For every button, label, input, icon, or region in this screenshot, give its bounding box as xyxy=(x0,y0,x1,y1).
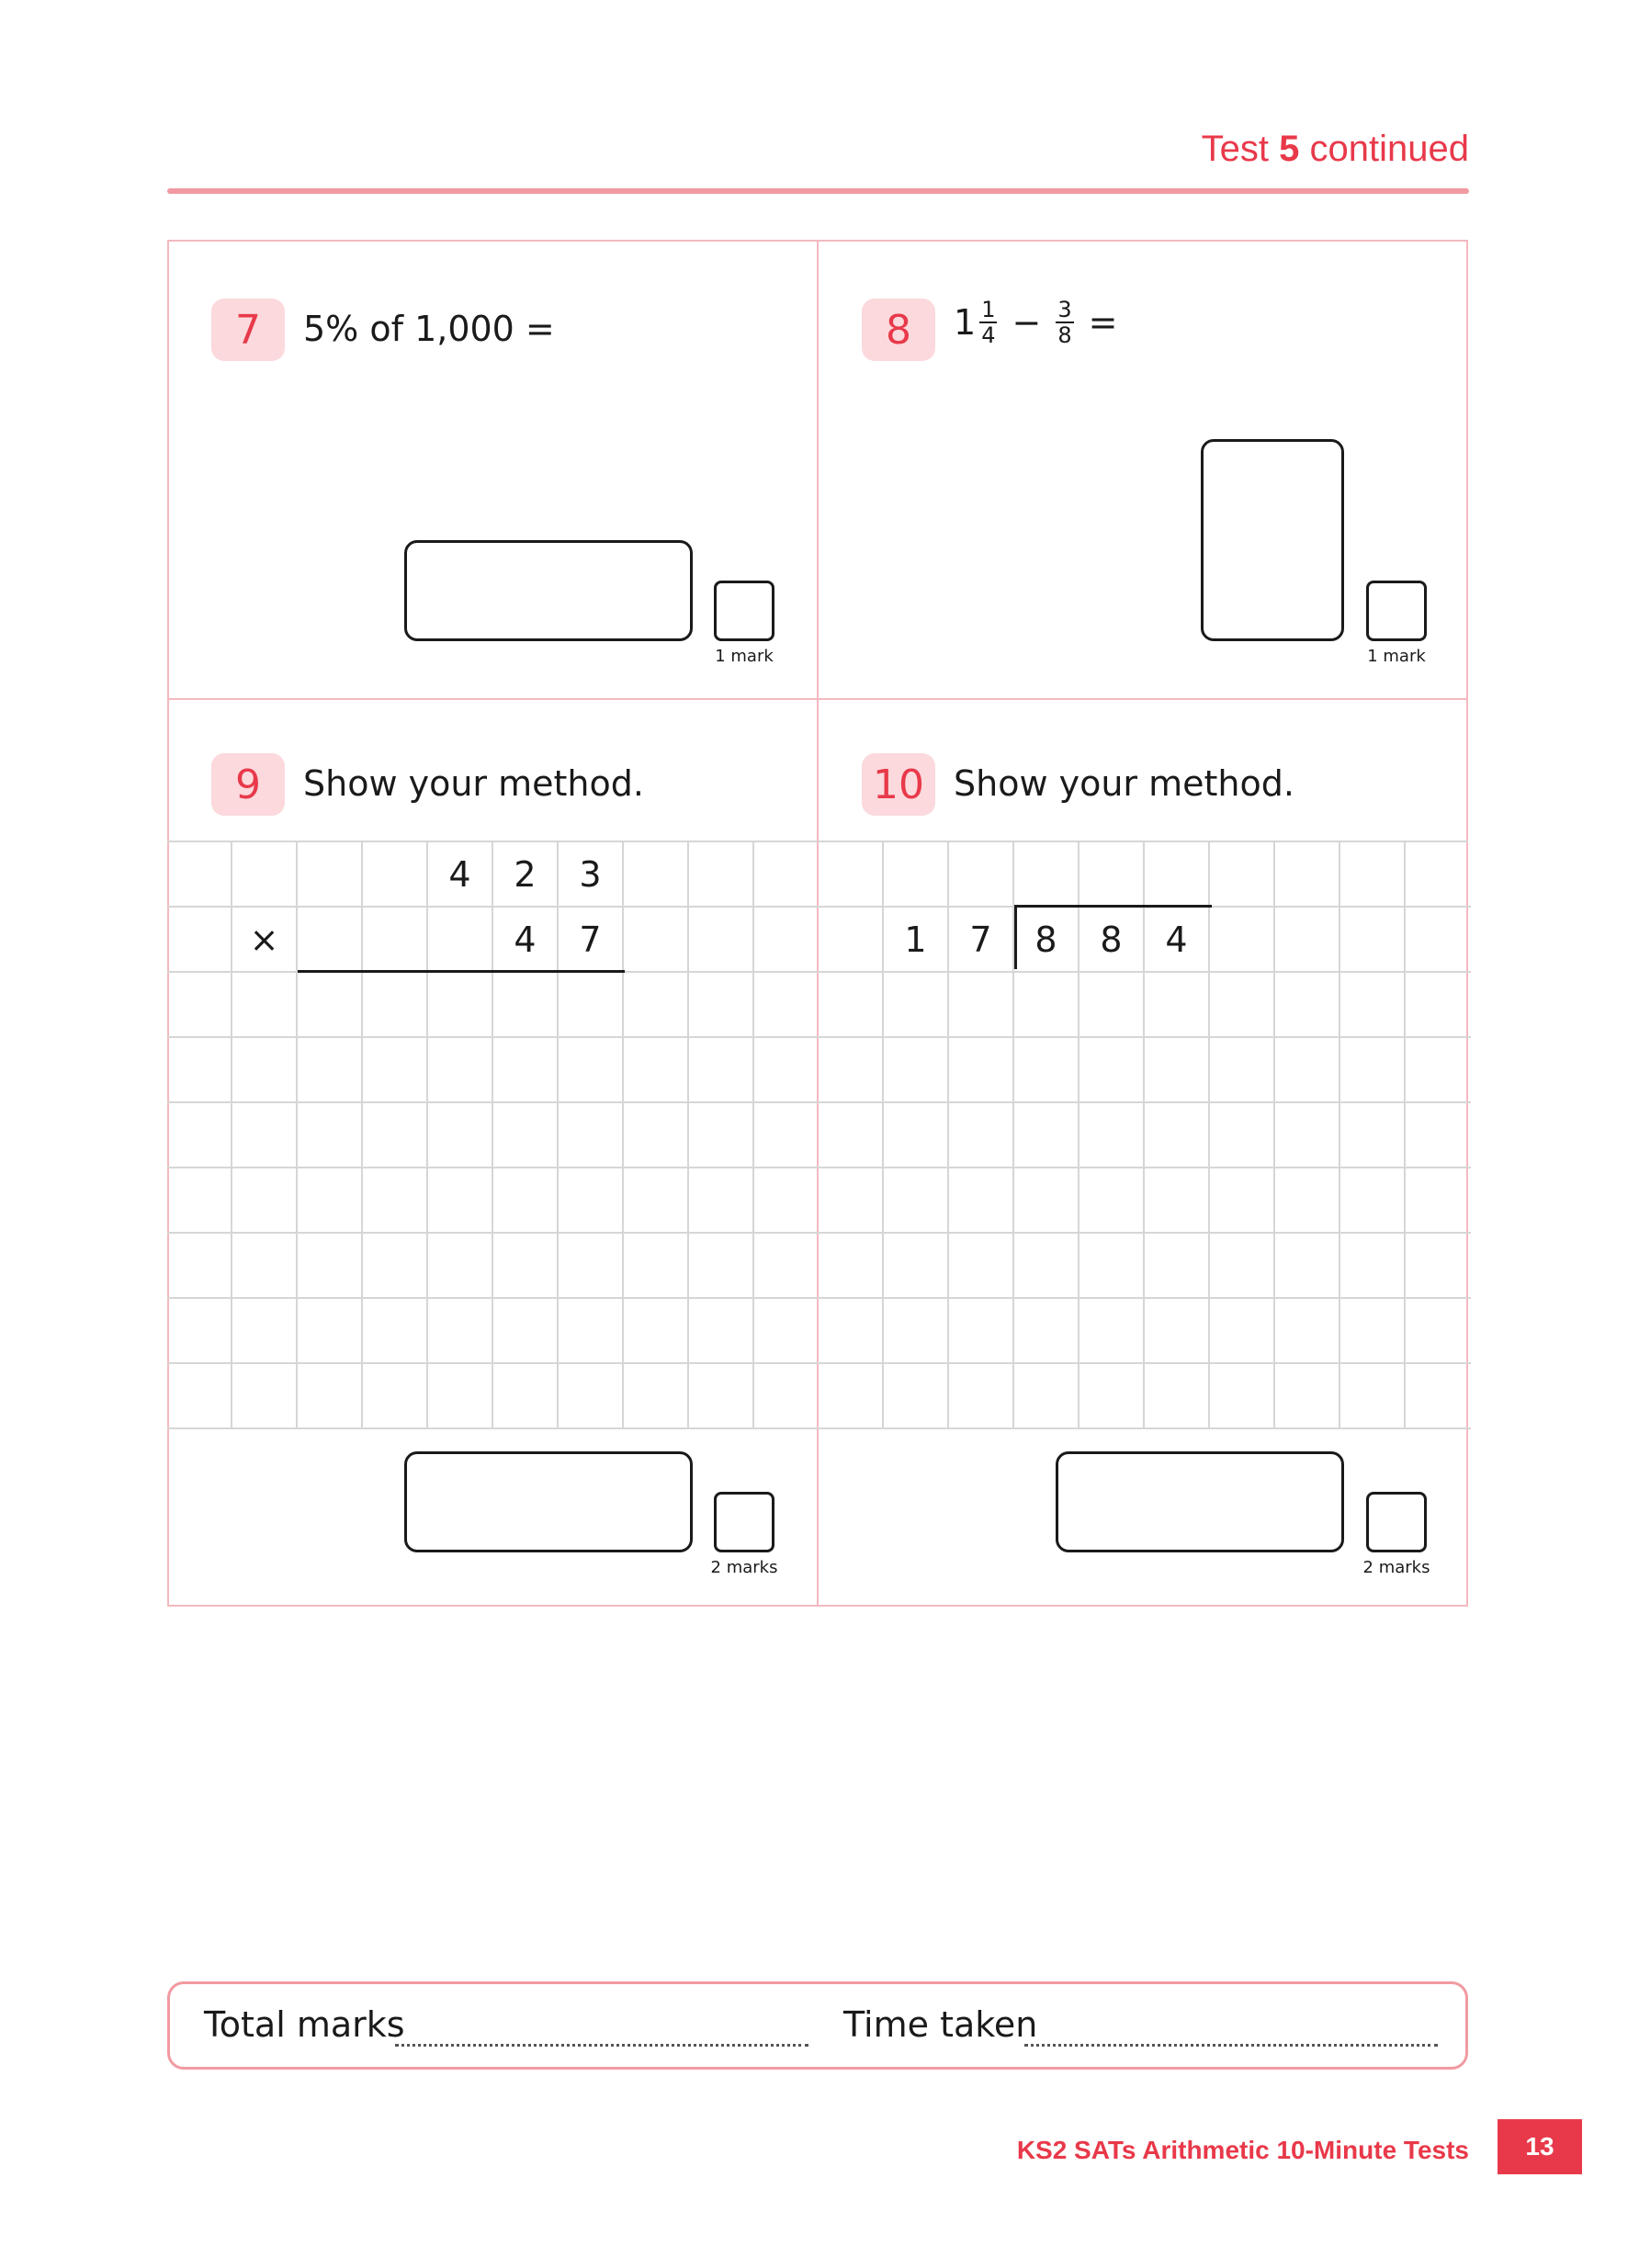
grid-cell[interactable] xyxy=(689,908,754,973)
grid-cell[interactable] xyxy=(298,1038,363,1103)
grid-cell[interactable] xyxy=(819,1299,884,1364)
grid-cell[interactable] xyxy=(754,1364,820,1429)
question-10-number: 10 xyxy=(873,761,924,808)
grid-cell[interactable] xyxy=(754,1234,820,1299)
grid-cell[interactable] xyxy=(624,1299,689,1364)
q10-division-bracket-side xyxy=(1014,905,1017,969)
grid-cell[interactable] xyxy=(1014,1038,1079,1103)
grid-cell[interactable] xyxy=(1275,1299,1340,1364)
question-8-mark-box xyxy=(1366,581,1427,641)
grid-cell[interactable] xyxy=(1210,1103,1275,1168)
fraction-2-numerator: 3 xyxy=(1057,297,1072,322)
grid-cell[interactable] xyxy=(1275,1234,1340,1299)
grid-cell[interactable] xyxy=(363,1299,428,1364)
grid-cell[interactable] xyxy=(298,1299,363,1364)
grid-cell[interactable] xyxy=(232,1168,298,1234)
header-prefix: Test xyxy=(1201,129,1270,169)
grid-cell[interactable] xyxy=(949,973,1014,1038)
grid-cell[interactable] xyxy=(1079,1168,1145,1234)
grid-cell[interactable] xyxy=(493,973,559,1038)
grid-cell[interactable] xyxy=(884,1299,949,1364)
grid-cell[interactable] xyxy=(298,1168,363,1234)
grid-cell[interactable]: 7 xyxy=(559,908,624,973)
grid-cell[interactable] xyxy=(1079,1234,1145,1299)
grid-cell[interactable] xyxy=(689,1364,754,1429)
grid-cell[interactable]: 8 xyxy=(1079,908,1145,973)
grid-cell[interactable] xyxy=(298,973,363,1038)
grid-cell[interactable] xyxy=(689,1103,754,1168)
grid-cell[interactable] xyxy=(1406,842,1471,908)
grid-cell[interactable] xyxy=(1014,1168,1079,1234)
question-9-text: Show your method. xyxy=(303,763,644,804)
grid-cell[interactable] xyxy=(298,1103,363,1168)
grid-cell[interactable] xyxy=(1145,1038,1210,1103)
grid-cell[interactable] xyxy=(428,1038,493,1103)
grid-cell[interactable] xyxy=(559,1364,624,1429)
grid-cell[interactable]: 1 xyxy=(884,908,949,973)
grid-cell[interactable] xyxy=(232,1234,298,1299)
grid-cell[interactable] xyxy=(624,973,689,1038)
grid-cell[interactable] xyxy=(1275,1103,1340,1168)
grid-cell[interactable] xyxy=(559,1103,624,1168)
grid-cell[interactable] xyxy=(1275,1168,1340,1234)
grid-cell[interactable] xyxy=(949,1103,1014,1168)
question-9-marks-label: 2 marks xyxy=(710,1558,778,1577)
question-number-badge xyxy=(862,753,935,816)
grid-cell[interactable] xyxy=(1210,1168,1275,1234)
grid-cell[interactable] xyxy=(363,1103,428,1168)
grid-cell[interactable] xyxy=(819,908,884,973)
grid-cell[interactable] xyxy=(1145,842,1210,908)
grid-cell[interactable] xyxy=(884,1168,949,1234)
grid-cell[interactable] xyxy=(754,973,820,1038)
question-10-working-grid[interactable] xyxy=(819,842,1471,1429)
grid-cell[interactable] xyxy=(949,1234,1014,1299)
grid-cell[interactable] xyxy=(1340,1234,1406,1299)
grid-cell[interactable] xyxy=(493,1364,559,1429)
grid-cell[interactable] xyxy=(1145,1299,1210,1364)
grid-cell[interactable] xyxy=(1079,973,1145,1038)
grid-cell[interactable] xyxy=(884,1234,949,1299)
grid-cell[interactable] xyxy=(884,1364,949,1429)
header-test-number: 5 xyxy=(1279,129,1300,169)
grid-cell[interactable] xyxy=(232,1364,298,1429)
grid-cell[interactable] xyxy=(298,842,363,908)
grid-cell[interactable] xyxy=(559,1234,624,1299)
grid-cell[interactable] xyxy=(1079,1038,1145,1103)
grid-cell[interactable]: 8 xyxy=(1014,908,1079,973)
grid-cell[interactable] xyxy=(1340,1299,1406,1364)
grid-cell[interactable] xyxy=(1406,1299,1471,1364)
grid-cell[interactable] xyxy=(363,973,428,1038)
question-9-working-grid[interactable] xyxy=(167,842,820,1429)
question-number-badge xyxy=(862,299,935,361)
grid-cell[interactable] xyxy=(363,1234,428,1299)
time-taken-label: Time taken xyxy=(843,2004,1038,2045)
grid-cell[interactable] xyxy=(1275,1364,1340,1429)
question-8-expression xyxy=(954,298,1117,347)
grid-cell[interactable] xyxy=(1079,1299,1145,1364)
grid-cell[interactable] xyxy=(167,1364,232,1429)
grid-cell[interactable] xyxy=(819,1038,884,1103)
grid-cell[interactable] xyxy=(1079,1364,1145,1429)
grid-cell[interactable] xyxy=(949,842,1014,908)
question-8-number: 8 xyxy=(886,306,911,354)
grid-cell[interactable] xyxy=(1275,973,1340,1038)
q9-multiplication-underline xyxy=(298,970,625,973)
grid-cell[interactable] xyxy=(167,973,232,1038)
grid-cell[interactable] xyxy=(1406,1364,1471,1429)
grid-cell[interactable] xyxy=(167,908,232,973)
question-7-text: 5% of 1,000 = xyxy=(303,309,555,349)
grid-cell[interactable] xyxy=(428,1168,493,1234)
grid-cell[interactable] xyxy=(819,842,884,908)
grid-cell[interactable] xyxy=(949,1038,1014,1103)
grid-cell[interactable] xyxy=(1406,973,1471,1038)
question-8-minus: − xyxy=(1012,302,1042,343)
grid-cell[interactable] xyxy=(754,1038,820,1103)
grid-cell[interactable] xyxy=(1406,1038,1471,1103)
grid-cell[interactable] xyxy=(167,1299,232,1364)
header-suffix: continued xyxy=(1309,129,1469,169)
grid-cell[interactable] xyxy=(1275,908,1340,973)
grid-cell[interactable] xyxy=(819,973,884,1038)
grid-cell[interactable] xyxy=(559,1168,624,1234)
grid-cell[interactable] xyxy=(559,973,624,1038)
grid-cell[interactable] xyxy=(884,1038,949,1103)
grid-cell[interactable] xyxy=(1406,1168,1471,1234)
question-8-whole: 1 xyxy=(954,302,977,343)
grid-cell[interactable] xyxy=(1014,842,1079,908)
grid-cell[interactable] xyxy=(363,1168,428,1234)
grid-cell[interactable] xyxy=(624,1038,689,1103)
grid-cell[interactable] xyxy=(624,1364,689,1429)
grid-cell[interactable] xyxy=(689,1299,754,1364)
grid-cell[interactable] xyxy=(559,1038,624,1103)
grid-cell[interactable] xyxy=(167,842,232,908)
grid-cell[interactable]: 4 xyxy=(1145,908,1210,973)
grid-cell[interactable] xyxy=(1210,1038,1275,1103)
grid-cell[interactable]: 2 xyxy=(493,842,559,908)
grid-cell[interactable] xyxy=(754,908,820,973)
grid-cell[interactable] xyxy=(428,1364,493,1429)
grid-cell[interactable] xyxy=(884,973,949,1038)
grid-cell[interactable] xyxy=(754,1103,820,1168)
grid-cell[interactable] xyxy=(559,1299,624,1364)
grid-cell[interactable] xyxy=(1014,1299,1079,1364)
grid-cell[interactable] xyxy=(624,842,689,908)
grid-cell[interactable] xyxy=(1145,1103,1210,1168)
grid-cell[interactable] xyxy=(167,1103,232,1168)
grid-cell[interactable] xyxy=(1210,973,1275,1038)
grid-cell[interactable] xyxy=(363,842,428,908)
grid-cell[interactable] xyxy=(689,842,754,908)
grid-cell[interactable] xyxy=(1406,908,1471,973)
grid-cell[interactable] xyxy=(167,1234,232,1299)
grid-cell[interactable] xyxy=(689,1038,754,1103)
grid-cell[interactable] xyxy=(493,1168,559,1234)
grid-cell[interactable] xyxy=(1014,1103,1079,1168)
grid-cell[interactable] xyxy=(1340,973,1406,1038)
question-8-fraction-2 xyxy=(1056,298,1073,347)
grid-cell[interactable] xyxy=(754,1168,820,1234)
question-number-badge xyxy=(211,753,285,816)
grid-cell[interactable] xyxy=(167,1168,232,1234)
grid-cell[interactable] xyxy=(298,908,363,973)
grid-cell[interactable] xyxy=(232,1299,298,1364)
grid-cell[interactable] xyxy=(232,1103,298,1168)
time-taken-field[interactable] xyxy=(1024,2044,1438,2047)
grid-cell[interactable]: 7 xyxy=(949,908,1014,973)
grid-cell[interactable] xyxy=(819,1364,884,1429)
question-8-equals: = xyxy=(1088,302,1118,343)
question-number-badge xyxy=(211,299,285,361)
grid-cell[interactable]: × xyxy=(232,908,298,973)
grid-cell[interactable] xyxy=(428,1299,493,1364)
grid-cell[interactable] xyxy=(624,1168,689,1234)
fraction-1-denominator: 4 xyxy=(981,322,996,348)
grid-cell[interactable] xyxy=(1340,1103,1406,1168)
question-9-mark-box xyxy=(714,1492,774,1552)
question-8-fraction-1 xyxy=(979,298,997,347)
grid-cell[interactable] xyxy=(689,1234,754,1299)
grid-cell[interactable] xyxy=(1014,973,1079,1038)
grid-cell[interactable] xyxy=(1210,1234,1275,1299)
grid-cell[interactable] xyxy=(232,842,298,908)
question-8-marks-label: 1 mark xyxy=(1367,647,1426,666)
grid-cell[interactable] xyxy=(363,1038,428,1103)
grid-cell[interactable] xyxy=(1014,1234,1079,1299)
total-marks-label: Total marks xyxy=(204,2004,405,2045)
grid-cell[interactable] xyxy=(298,1364,363,1429)
grid-cell[interactable] xyxy=(949,1299,1014,1364)
grid-cell[interactable] xyxy=(819,1168,884,1234)
grid-cell[interactable] xyxy=(884,1103,949,1168)
grid-cell[interactable] xyxy=(1406,1234,1471,1299)
grid-cell[interactable] xyxy=(624,908,689,973)
grid-cell[interactable] xyxy=(754,842,820,908)
question-7-answer-box[interactable] xyxy=(404,540,693,641)
grid-cell[interactable] xyxy=(624,1234,689,1299)
grid-cell[interactable] xyxy=(1145,1364,1210,1429)
question-7-marks-label: 1 mark xyxy=(715,647,774,666)
grid-cell[interactable] xyxy=(624,1103,689,1168)
grid-cell[interactable] xyxy=(493,1103,559,1168)
grid-cell[interactable] xyxy=(232,1038,298,1103)
page-header-title xyxy=(1202,129,1469,170)
grid-cell[interactable] xyxy=(1406,1103,1471,1168)
grid-cell[interactable] xyxy=(1145,1168,1210,1234)
grid-cell[interactable] xyxy=(949,1168,1014,1234)
grid-cell[interactable] xyxy=(298,1234,363,1299)
question-8-answer-box[interactable] xyxy=(1201,439,1344,641)
grid-cell[interactable] xyxy=(754,1299,820,1364)
grid-cell[interactable] xyxy=(232,973,298,1038)
grid-cell[interactable]: 4 xyxy=(428,842,493,908)
question-9-number: 9 xyxy=(235,761,261,808)
grid-cell[interactable] xyxy=(1014,1364,1079,1429)
grid-cell[interactable] xyxy=(363,1364,428,1429)
grid-cell[interactable] xyxy=(1210,1299,1275,1364)
grid-cell[interactable] xyxy=(493,1299,559,1364)
grid-cell[interactable] xyxy=(689,1168,754,1234)
grid-cell[interactable] xyxy=(493,1038,559,1103)
grid-cell[interactable] xyxy=(1275,842,1340,908)
fraction-1-numerator: 1 xyxy=(981,297,996,322)
grid-cell[interactable] xyxy=(1079,1103,1145,1168)
grid-cell[interactable] xyxy=(1340,1168,1406,1234)
question-10-marks-label: 2 marks xyxy=(1362,1558,1430,1577)
total-marks-field[interactable] xyxy=(395,2044,808,2047)
question-7-number: 7 xyxy=(235,306,261,354)
grid-cell[interactable] xyxy=(689,973,754,1038)
grid-cell[interactable]: 4 xyxy=(493,908,559,973)
question-10-text: Show your method. xyxy=(954,763,1294,804)
grid-cell[interactable] xyxy=(1275,1038,1340,1103)
grid-cell[interactable] xyxy=(428,908,493,973)
grid-cell[interactable] xyxy=(1079,842,1145,908)
frame-divider-horizontal xyxy=(167,698,1468,700)
book-title: KS2 SATs Arithmetic 10-Minute Tests xyxy=(1016,2136,1469,2164)
grid-cell[interactable]: 3 xyxy=(559,842,624,908)
grid-cell[interactable] xyxy=(1340,842,1406,908)
question-10-mark-box xyxy=(1366,1492,1427,1552)
page-number xyxy=(1498,2119,1582,2174)
grid-cell[interactable] xyxy=(949,1364,1014,1429)
question-9-answer-box[interactable] xyxy=(404,1451,693,1552)
grid-cell[interactable] xyxy=(1340,908,1406,973)
grid-cell[interactable] xyxy=(167,1038,232,1103)
grid-cell[interactable] xyxy=(1145,973,1210,1038)
grid-cell[interactable] xyxy=(428,1234,493,1299)
question-10-answer-box[interactable] xyxy=(1056,1451,1344,1552)
grid-cell[interactable] xyxy=(428,973,493,1038)
grid-cell[interactable] xyxy=(884,842,949,908)
page-number-text: 13 xyxy=(1525,2132,1554,2161)
grid-cell[interactable] xyxy=(819,1103,884,1168)
q10-division-bracket-top xyxy=(1014,905,1212,908)
grid-cell[interactable] xyxy=(428,1103,493,1168)
grid-cell[interactable] xyxy=(819,1234,884,1299)
grid-cell[interactable] xyxy=(1210,842,1275,908)
header-rule xyxy=(167,188,1469,194)
grid-cell[interactable] xyxy=(1210,908,1275,973)
grid-cell[interactable] xyxy=(1145,1234,1210,1299)
question-7-mark-box xyxy=(714,581,774,641)
grid-cell[interactable] xyxy=(363,908,428,973)
grid-cell[interactable] xyxy=(1340,1038,1406,1103)
grid-cell[interactable] xyxy=(493,1234,559,1299)
grid-cell[interactable] xyxy=(1340,1364,1406,1429)
fraction-2-denominator: 8 xyxy=(1057,322,1072,348)
grid-cell[interactable] xyxy=(1210,1364,1275,1429)
